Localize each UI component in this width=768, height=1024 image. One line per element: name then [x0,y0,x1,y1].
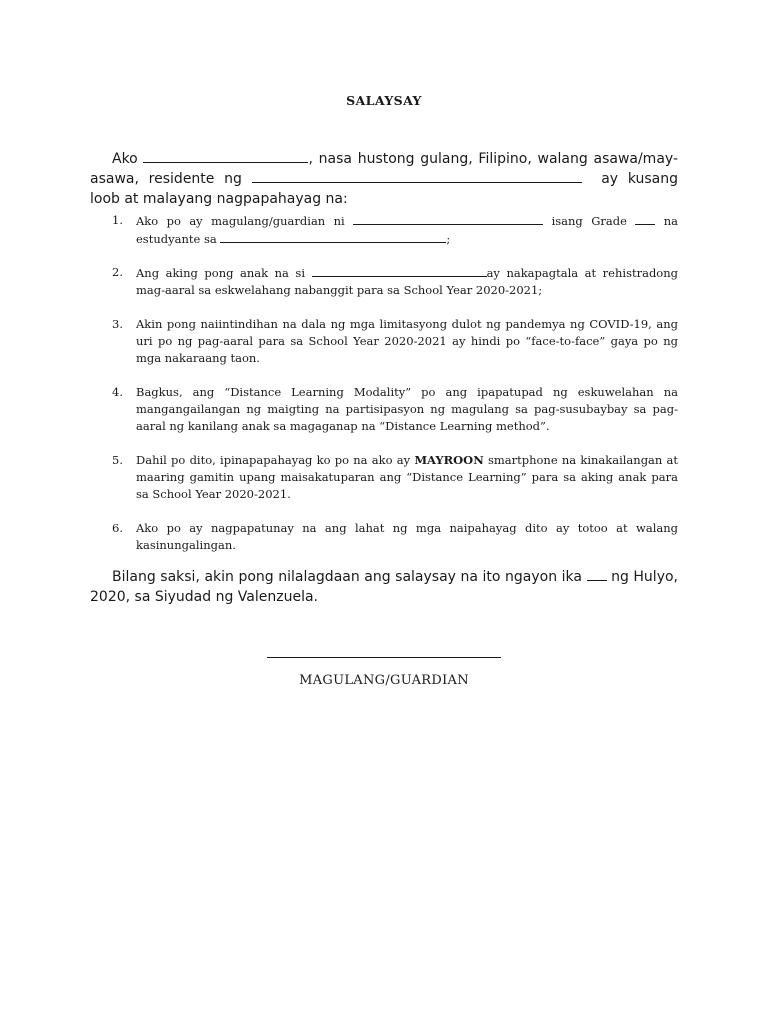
item-number: 2. [112,265,123,279]
closing-text-1: Bilang saksi, akin pong nilalagdaan ang salaysay na ito ngayon ika [112,569,582,585]
list-item [100,316,678,367]
list-item [100,384,678,435]
document-title: SALAYSAY [346,93,422,108]
item-text: Ako po ay magulang/guardian ni [136,214,345,228]
item-number: 4. [112,385,123,399]
item-text: Akin pong naiintindihan na dala ng mga limitasyong dulot ng pandemya ng COVID-19, ang uri po ng pag-aaral para sa School Year 2020-2021 ay hindi po “face-to-face” gaya po ng mga nakaraang taon. [136,317,678,365]
item-text: Ako po ay nagpapatunay na ang lahat ng mga naipahayag dito ay totoo at walang kasinungalingan. [136,521,678,552]
closing-text-2: ng Hulyo, 2020, sa Siyudad ng Valenzuela. [90,569,678,605]
list-item [100,520,678,554]
statement-list [100,212,678,554]
residence-blank[interactable] [252,170,582,183]
item-number: 1. [112,213,123,227]
item-text: ay nakapagtala at rehistradong mag-aaral sa eskwelahang nabanggit para sa School Year 2020-2021; [136,266,679,297]
school-blank[interactable] [220,230,446,243]
day-blank[interactable] [587,568,607,581]
list-item [100,212,678,248]
name-blank[interactable] [143,150,308,163]
list-item [100,264,678,299]
intro-text-2: , nasa hustong gulang, Filipino, walang asawa/may-asawa, residente ng [90,151,678,187]
child-name-blank[interactable] [353,212,543,225]
item-number: 5. [112,453,123,467]
intro-text-3: ay kusang loob at malayang nagpapahayag na: [90,171,679,207]
list-item [100,452,678,503]
mayroon-emphasis: MAYROON [414,453,484,467]
item-text: Dahil po dito, ipinapapahayag ko po na ako ay [136,453,411,467]
item-text: ; [446,232,451,246]
signature-line[interactable] [267,657,501,658]
item-text: Bagkus, ang “Distance Learning Modality” po ang ipapatupad ng eskuwelahan na mangangailangan ng maigting na partisipasyon ng magulang sa pag-susubaybay sa pag-aaral ng kanilang anak sa magaganap na “Distance Learning method”. [136,385,678,433]
item-text: smartphone na kinakailangan at maaring gamitin upang maisakatuparan ang “Distance Learning” para sa aking anak para sa School Year 2020-2021. [136,453,679,501]
item-text: isang Grade [551,214,627,228]
intro-paragraph [90,149,678,209]
item-text: na estudyante sa [136,214,679,246]
item-number: 3. [112,317,123,331]
closing-paragraph [90,567,678,607]
signature-label: MAGULANG/GUARDIAN [299,673,469,688]
item-number: 6. [112,521,123,535]
intro-text-1: Ako [112,151,138,167]
grade-blank[interactable] [635,212,655,225]
item-text: Ang aking pong anak na si [136,266,306,280]
child-name-blank-2[interactable] [312,264,487,277]
